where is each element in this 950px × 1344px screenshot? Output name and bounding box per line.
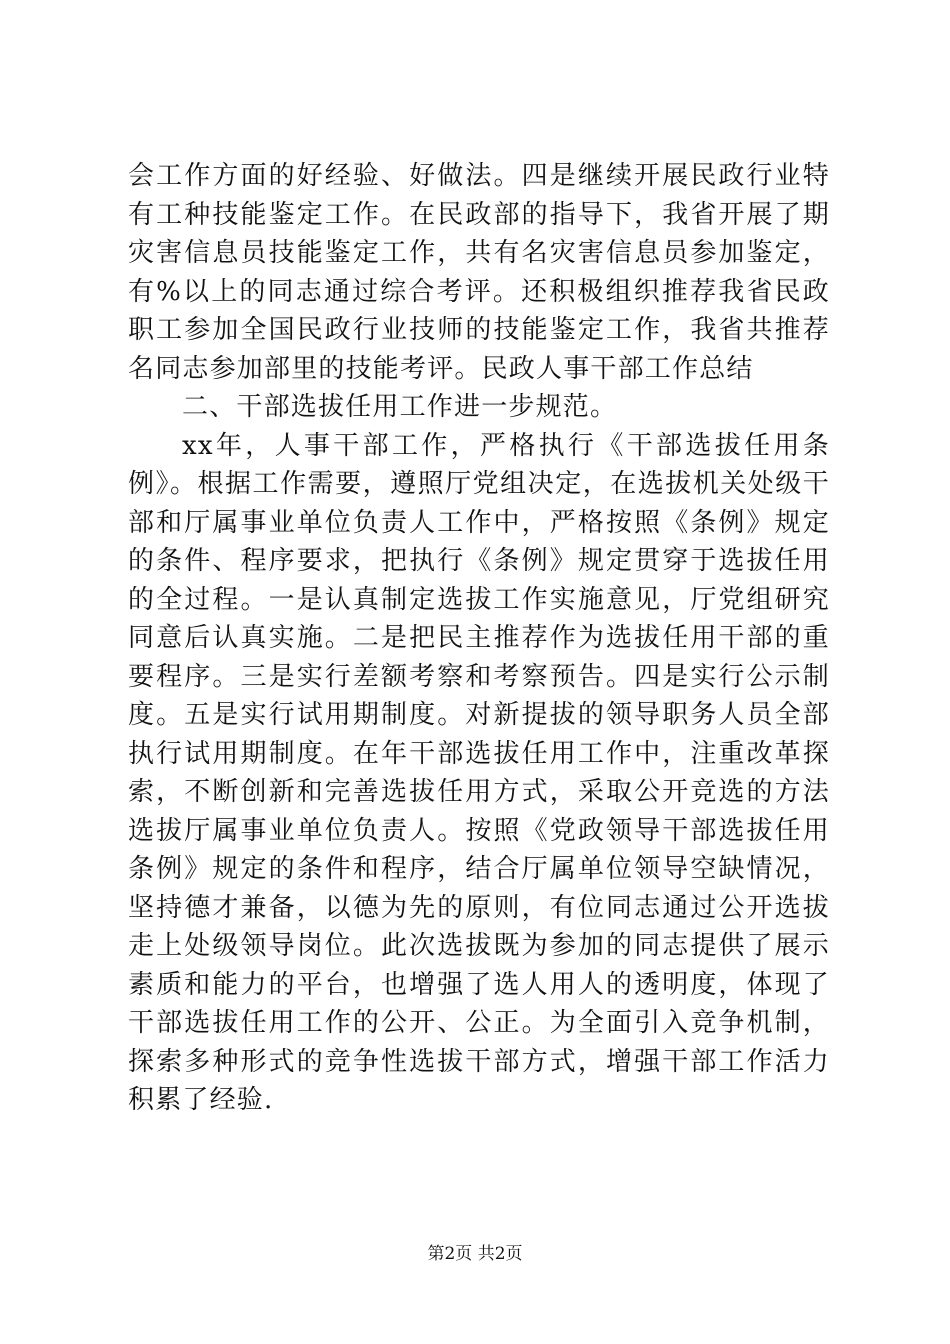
paragraph-body: xx年，人事干部工作，严格执行《干部选拔任用条例》。根据工作需要，遵照厅党组决定，在选拔机关处级干部和厅属事业单位负责人工作中，严格按照《条例》规定的条件、程序要求，把执行《条例》规定贯穿于选拔任用的全过程。一是认真制定选拔工作实施意见，厅党组研究同意后认真实施。二是把民主推荐作为选拔任用干部的重要程序。三是实行差额考察和考察预告。四是实行公示制度。五是实行试用期制度。对新提拔的领导职务人员全部执行试用期制度。在年干部选拔任用工作中，注重改革探索，不断创新和完善选拔任用方式，采取公开竞选的方法选拔厅属事业单位负责人。按照《党政领导干部选拔任用条例》规定的条件和程序，结合厅属单位领导空缺情况，坚持德才兼备，以德为先的原则，有位同志通过公开选拔走上处级领导岗位。此次选拔既为参加的同志提供了展示素质和能力的平台，也增强了选人用人的透明度，体现了干部选拔任用工作的公开、公正。为全面引入竞争机制，探索多种形式的竞争性选拔干部方式，增强干部工作活力积累了经验. [128, 430, 830, 1115]
document-body [128, 157, 830, 1120]
paragraph-continuation: 会工作方面的好经验、好做法。四是继续开展民政行业特有工种技能鉴定工作。在民政部的指导下，我省开展了期灾害信息员技能鉴定工作，共有名灾害信息员参加鉴定，有%以上的同志通过综合考评。还积极组织推荐我省民政职工参加全国民政行业技师的技能鉴定工作，我省共推荐名同志参加部里的技能考评。民政人事干部工作总结 [128, 161, 830, 384]
section-heading: 二、干部选拔任用工作进一步规范。 [182, 392, 618, 422]
page-footer: 第2页 共2页 [427, 1244, 523, 1264]
